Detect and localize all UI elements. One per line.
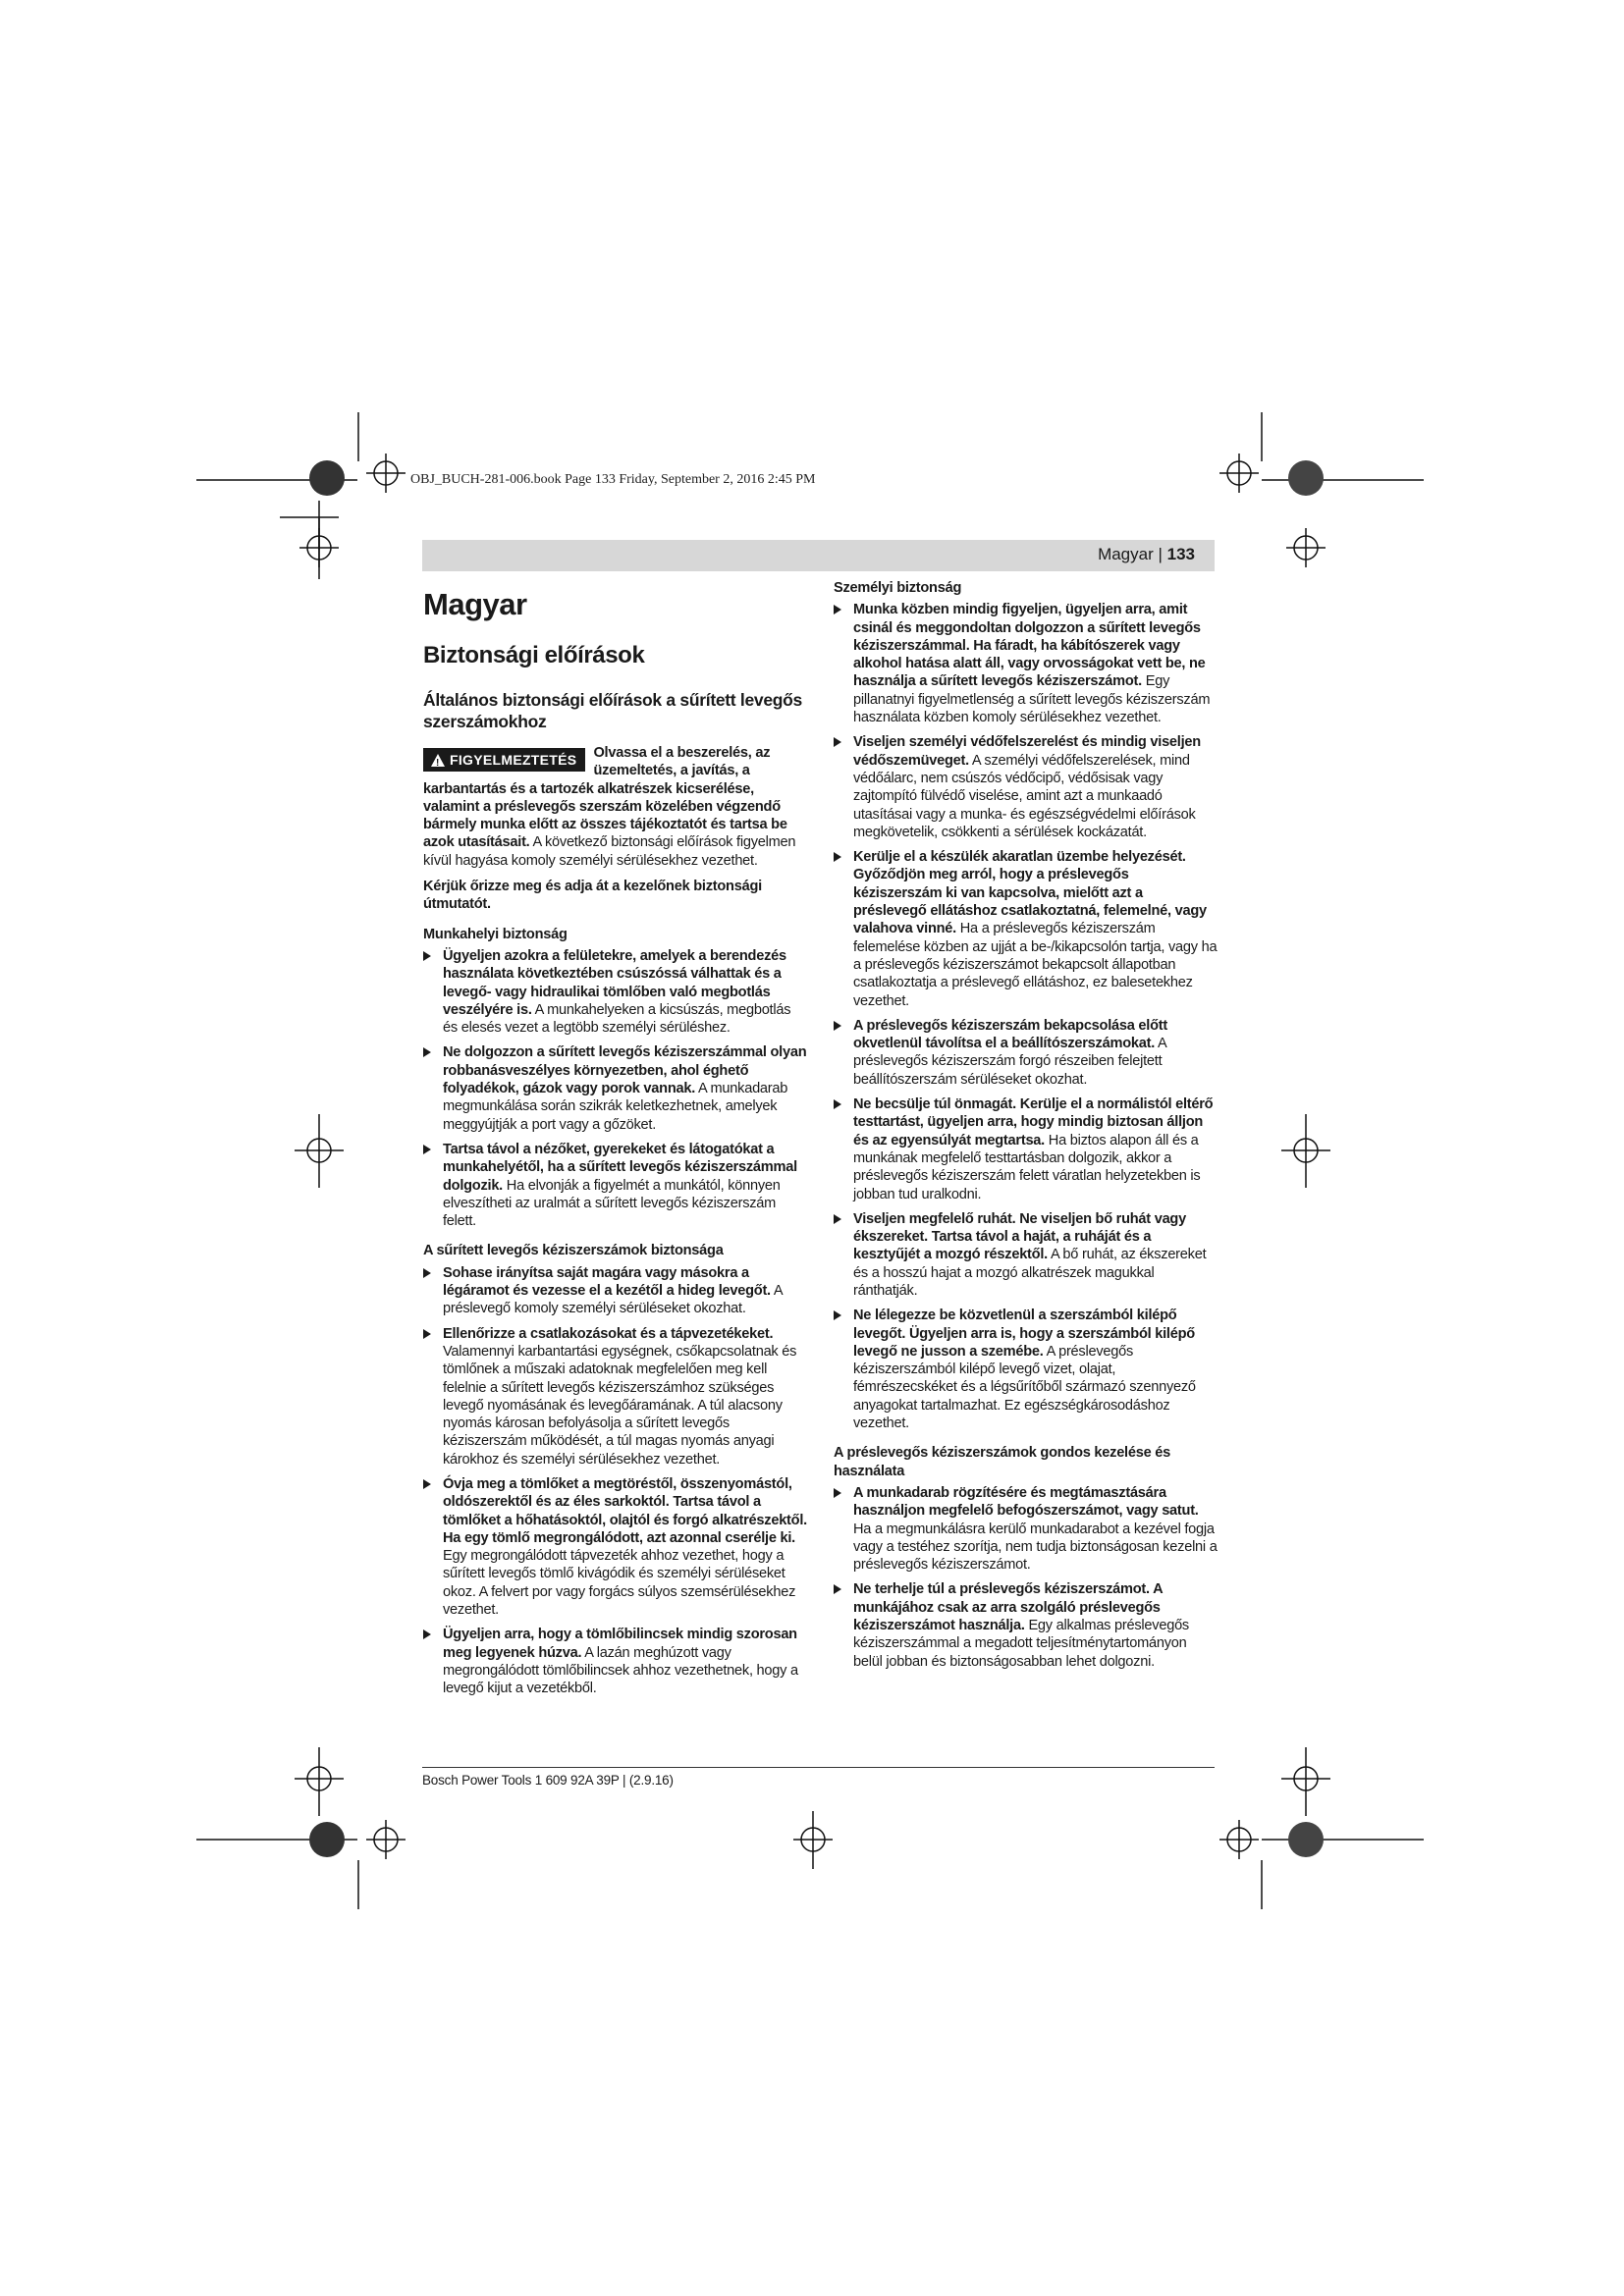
item-text: A bő ruhát, az ékszereket és a hosszú hajat a mozgó alkatrészek magukkal ránthatják. (853, 1247, 1207, 1299)
item-text: Ha elvonják a figyelmét a munkától, könnyen elveszítheti az uralmát a sűrített levegős kéziszerszám felett. (443, 1177, 781, 1230)
list-item (834, 1017, 1218, 1089)
item-bold: A préslevegős kéziszerszám bekapcsolása előtt okvetlenül távolítsa el a beállítószerszámokat. (853, 1017, 1167, 1052)
bullet-triangle-icon (834, 1214, 841, 1224)
item-text: Valamennyi karbantartási egységnek, csőkapcsolatnak és tömlőnek a műszaki adatoknak megfelelően meg kell felelnie a sűrített levegős kéziszerszámhoz szükséges levegő nyomásának és levegőáramának. A túl alacsony nyomás károsan befolyásolja a sűrített levegős kéziszerszám működését, a túl magas nyomás anyagi károkhoz és személyi sérülésekhez vezethet. (443, 1343, 797, 1468)
header-separator: | (1153, 545, 1167, 563)
list-item (423, 1626, 808, 1697)
item-bold: Ne dolgozzon a sűrített levegős kéziszerszámmal olyan robbanásveszélyes környezetben, ahol éghető folyadékok, gázok vagy porok vannak. (443, 1044, 807, 1097)
workplace-safety-list (423, 947, 808, 1230)
bullet-triangle-icon (834, 1488, 841, 1498)
item-text: A préslevegős kéziszerszám forgó részeiben felejtett beállítószerszám sérüléseket okozhat. (853, 1036, 1166, 1088)
item-bold: A munkadarab rögzítésére és megtámasztására használjon megfelelő befogószerszámot, vagy satut. (853, 1484, 1199, 1520)
item-text: A munkadarab megmunkálása során szikrák keletkezhetnek, amelyek meggyújtják a port vagy a gőzöket. (443, 1081, 788, 1133)
bullet-triangle-icon (834, 605, 841, 614)
section-title: Biztonsági előírások (423, 642, 645, 668)
left-column (423, 579, 808, 1705)
color-dot (1288, 1822, 1324, 1857)
list-item (423, 1475, 808, 1619)
bullet-triangle-icon (423, 1629, 431, 1639)
warning-bold-text: Olvassa el a beszerelés, az üzemeltetés, a javítás, a karbantartás és a tartozék alkatrészek kicserélése, valamint a préslevegős szerszám közelében végzendő bármely munka előtt az összes tájékoztatót és tartsa be azok utasításait. (423, 745, 787, 851)
bullet-triangle-icon (423, 1047, 431, 1057)
item-text: Ha a préslevegős kéziszerszám felemelése közben az ujját a be-/kikapcsolón tartja, vagy ha a préslevegős kéziszerszámot bekapcsolt állapotban csatlakoztatja a préslevegő ellátáshoz, ez balesetekhez vezethet. (853, 921, 1218, 1009)
page-header-text (1098, 545, 1195, 564)
page-footer: Bosch Power Tools 1 609 92A 39P | (2.9.16) (422, 1773, 674, 1788)
item-bold: Munka közben mindig figyeljen, ügyeljen arra, amit csinál és meggondoltan dolgozzon a sűrített levegős kéziszerszámmal. Ha fáradt, ha kábítószerek vagy alkohol hatása alatt áll, vagy orvosságokat vett be, ne használja a sűrített levegős kéziszerszámot. (853, 602, 1206, 690)
book-slug: OBJ_BUCH-281-006.book Page 133 Friday, September 2, 2016 2:45 PM (410, 472, 816, 487)
item-bold: Ügyeljen arra, hogy a tömlőbilincsek mindig szorosan meg legyenek húzva. (443, 1627, 797, 1661)
item-text: A személyi védőfelszerelések, mind védőálarc, nem csúszós védőcipő, védősisak vagy zajtompító fülvédő viselése, amint azt a munkaadó utasításai vagy a munka- és egészségvédelmi előírások megkövetelik, csökkenti a sérülések kockázatát. (853, 752, 1196, 840)
item-bold: Kerülje el a készülék akaratlan üzembe helyezését. Győződjön meg arról, hogy a préslevegős kéziszerszám ki van kapcsolva, mielőtt azt a préslevegő ellátáshoz csatlakoztatná, felemelné, vagy valahova vinné. (853, 849, 1207, 937)
page-title: Magyar (423, 587, 527, 621)
tool-use-care-list (834, 1484, 1218, 1671)
item-text: Egy megrongálódott tápvezeték ahhoz vezethet, hogy a sűrített levegős tömlő kivágódik és személyi sérüléseket okoz. A felvert por vagy forgács súlyos szemsérülésekhez vezethet. (443, 1548, 796, 1619)
item-bold: Ellenőrizze a csatlakozásokat és a tápvezetékeket. (443, 1325, 774, 1342)
subheading-tool-safety: A sűrített levegős kéziszerszámok biztonsága (423, 1243, 724, 1259)
item-bold: Viseljen megfelelő ruhát. Ne viseljen bő ruhát vagy ékszereket. Tartsa távol a haját, a ruháját és a kesztyűjét a mozgó részektől. (853, 1210, 1186, 1263)
item-bold: Ne becsülje túl önmagát. Kerülje el a normálistól eltérő testtartást, ügyeljen arra, hogy mindig biztosan álljon és az egyensúlyát megtartsa. (853, 1096, 1214, 1148)
subheading-workplace-safety: Munkahelyi biztonság (423, 926, 568, 942)
bullet-triangle-icon (834, 1584, 841, 1594)
bullet-triangle-icon (423, 1479, 431, 1489)
item-text: A préslevegős kéziszerszámból kilépő levegő vizet, olajat, fémrészecskéket és a légsűrítőből származó szennyező anyagokat tartalmazhat. Ez egészségkárosodáshoz vezethet. (853, 1343, 1196, 1432)
right-column (834, 579, 1218, 1678)
warning-badge (423, 748, 585, 772)
header-page-number: 133 (1166, 545, 1195, 563)
header-language: Magyar (1098, 545, 1154, 563)
list-item (834, 601, 1218, 726)
item-bold: Tartsa távol a nézőket, gyerekeket és látogatókat a munkahelyétől, ha a sűrített levegős kéziszerszámmal dolgozik. (443, 1141, 797, 1194)
bullet-triangle-icon (423, 1268, 431, 1278)
item-text: Egy pillanatnyi figyelmetlenség a sűrített levegős kéziszerszám használata közben komoly sérülésekhez vezethet. (853, 673, 1211, 726)
footer-rule (422, 1767, 1215, 1768)
item-text: A munkahelyeken a kicsúszás, megbotlás és elesés vezet a legtöbb személyi sérüléshez. (443, 1001, 791, 1037)
bullet-triangle-icon (423, 951, 431, 961)
bullet-triangle-icon (834, 1310, 841, 1320)
bullet-triangle-icon (834, 737, 841, 747)
item-bold: Ügyeljen azokra a felületekre, amelyek a berendezés használata következtében csúszóssá válhattak és a levegő- vagy hidraulikai tömlőben való megbotlás veszélyére is. (443, 947, 786, 1018)
subsection-title: Általános biztonsági előírások a sűrített levegős szerszámokhoz (423, 690, 802, 731)
list-item (423, 1264, 808, 1318)
item-bold: Viseljen személyi védőfelszerelést és mindig viseljen védőszemüveget. (853, 734, 1201, 769)
list-item (423, 947, 808, 1037)
item-text: A lazán meghúzott vagy megrongálódott tömlőbilincsek ahhoz vezethetnek, hogy a levegő kijut a vezetékből. (443, 1644, 798, 1697)
item-text: Ha biztos alapon áll és a munkának megfelelő testtartásban dolgozik, akkor a préslevegős kéziszerszám felett váratlan helyzetekben is jobban tud uralkodni. (853, 1132, 1201, 1202)
list-item (834, 1210, 1218, 1300)
color-dot (1288, 460, 1324, 496)
subheading-tool-use-care: A préslevegős kéziszerszámok gondos kezelése és használata (834, 1445, 1170, 1479)
color-dot (309, 460, 345, 496)
list-item (834, 733, 1218, 841)
bullet-triangle-icon (423, 1329, 431, 1339)
bullet-triangle-icon (834, 1099, 841, 1109)
item-bold: Ne terhelje túl a préslevegős kéziszerszámot. A munkájához csak az arra szolgáló préslevegős kéziszerszámot használja. (853, 1581, 1163, 1634)
item-text: Ha a megmunkálásra kerülő munkadarabot a kezével fogja vagy a testéhez szorítja, nem tudja biztonságosan kezelni a préslevegős kéziszerszámot. (853, 1521, 1218, 1574)
color-dot (309, 1822, 345, 1857)
list-item (423, 1141, 808, 1230)
item-text: Egy alkalmas préslevegős kéziszerszámmal a megadott teljesítménytartományon belül jobban és biztonságosabban lehet dolgozni. (853, 1618, 1189, 1670)
keep-instructions-note: Kérjük őrizze meg és adja át a kezelőnek biztonsági útmutatót. (423, 879, 762, 913)
list-item (834, 848, 1218, 1010)
warning-triangle-icon (431, 754, 445, 767)
warning-text: A következő biztonsági előírások figyelmen kívül hagyása komoly személyi sérülésekhez vezethet. (423, 834, 796, 869)
item-bold: Sohase irányítsa saját magára vagy másokra a légáramot és vezesse el a kezétől a hideg levegőt. (443, 1264, 771, 1300)
list-item (834, 1095, 1218, 1203)
warning-paragraph (423, 744, 808, 870)
list-item (834, 1580, 1218, 1670)
item-bold: Ne lélegezze be közvetlenül a szerszámból kilépő levegőt. Ügyeljen arra is, hogy a szerszámból kilépő levegő ne jusson a szemébe. (853, 1308, 1195, 1360)
personal-safety-list (834, 601, 1218, 1432)
item-bold: Óvja meg a tömlőket a megtöréstől, összenyomástól, oldószerektől és az éles sarkoktól. Tartsa távol a tömlőket a hőhatásoktól, olajtól és forgó alkatrészektől. Ha egy tömlő megrongálódott, azt azonnal cserélje ki. (443, 1475, 807, 1546)
warning-badge-label: FIGYELMEZTETÉS (450, 752, 577, 768)
subheading-personal-safety: Személyi biztonság (834, 580, 962, 596)
list-item (423, 1325, 808, 1468)
bullet-triangle-icon (834, 852, 841, 862)
list-item (834, 1307, 1218, 1432)
list-item (423, 1043, 808, 1133)
page-header (422, 540, 1215, 571)
bullet-triangle-icon (423, 1145, 431, 1154)
item-text: A préslevegő komoly személyi sérüléseket okozhat. (443, 1283, 783, 1317)
tool-safety-list (423, 1264, 808, 1698)
bullet-triangle-icon (834, 1021, 841, 1031)
list-item (834, 1484, 1218, 1574)
